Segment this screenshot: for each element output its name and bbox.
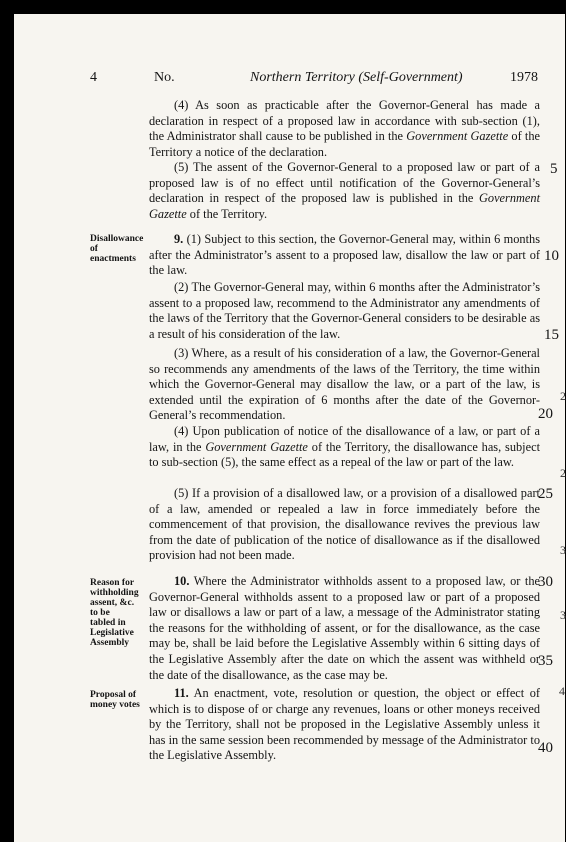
line-number-20: 20	[538, 406, 553, 422]
page-number: 4	[90, 70, 97, 85]
document-page	[14, 14, 565, 842]
running-header	[90, 70, 565, 90]
act-number-label: No.	[154, 70, 175, 85]
section-9-number: 9.	[174, 232, 184, 246]
line-number-40: 40	[538, 740, 553, 756]
act-title-paren: (Self-Government)	[358, 70, 463, 85]
section-9-3: (3) Where, as a result of his consideration of a law, the Governor-General so recommends any amendments of the laws of the Territory, the time within which the Governor-General may disallow the law, or a part of the law, is extended until the expiration of 6 months after the date of the Governor-General’s recommendation.	[149, 346, 540, 423]
margin-note-money-votes: Proposal of money votes	[90, 690, 140, 710]
edge-mark: 4	[559, 684, 565, 698]
edge-mark: 2	[560, 389, 566, 403]
section-9-2: (2) The Governor-General may, within 6 months after the Administrator’s assent to a proposed law, recommend to the Administrator any amendments of the laws of the Territory that the Governor-General considers to be desirable as a result of his consideration of the law.	[149, 280, 540, 341]
line-number-10: 10	[544, 248, 559, 264]
line-number-30: 30	[538, 574, 553, 590]
section-9-5: (5) If a provision of a disallowed law, or a provision of a disallowed part of a law, amended or repealed a law in force immediately before the commencement of that provision, the disallowance revives the previous law from the date of publication of the notice of disallowance as if the disallowed provision had not been made.	[149, 486, 540, 563]
section-9-1: 9. (1) Subject to this section, the Governor-General may, within 6 months after the Administrator’s assent to a proposed law, disallow the law or part of the law.	[149, 232, 540, 278]
section-11-number: 11.	[174, 686, 189, 700]
section-11: 11. An enactment, vote, resolution or question, the object or effect of which is to dispose of or charge any revenues, loans or other moneys received by the Territory, shall not be proposed in the Legislative Assembly unless it has in the same session been recommended by message of the Administrator to the Legislative Assembly.	[149, 686, 540, 763]
margin-note-disallowance: Disallowance of enactments	[90, 234, 144, 264]
section-10: 10. Where the Administrator withholds assent to a proposed law, or the Governor-General withholds assent to a proposed law or part of a proposed law or disallows a law or part of a law, a message of the Administrator stating the reasons for the withholding of assent, or for the disallowance, as the case may be, shall be laid before the Legislative Assembly within 6 sitting days of the Legislative Assembly after the date on which the assent was withheld or the date of the disallowance, as the case may be.	[149, 574, 540, 682]
edge-mark: 3	[560, 608, 566, 622]
act-year: 1978	[510, 70, 538, 85]
edge-mark: 3	[560, 543, 566, 557]
act-title: Northern Territory (Self-Government)	[250, 70, 463, 85]
section-10-number: 10.	[174, 574, 190, 588]
line-number-25: 25	[538, 486, 553, 502]
edge-mark: 2	[560, 466, 566, 480]
line-number-15: 15	[544, 327, 559, 343]
paragraph-8-4: (4) As soon as practicable after the Governor-General has made a declaration in respect of a proposed law in accordance with sub-section (1), the Administrator shall cause to be published in the Government Gazette of the Territory a notice of the declaration.	[149, 98, 540, 159]
line-number-5: 5	[550, 161, 558, 177]
margin-note-withholding: Reason for withholding assent, &c. to be tabled in Legislative Assembly	[90, 578, 139, 648]
paragraph-8-5: (5) The assent of the Governor-General to a proposed law or part of a proposed law is of no effect until notification of the Governor-General’s declaration in respect of the proposed law is published in the Government Gazette of the Territory.	[149, 160, 540, 221]
line-number-35: 35	[538, 653, 553, 669]
section-9-4: (4) Upon publication of notice of the disallowance of a law, or part of a law, in the Government Gazette of the Territory, the disallowance has, subject to sub-section (5), the same effect as a repeal of the law or part of the law.	[149, 424, 540, 470]
